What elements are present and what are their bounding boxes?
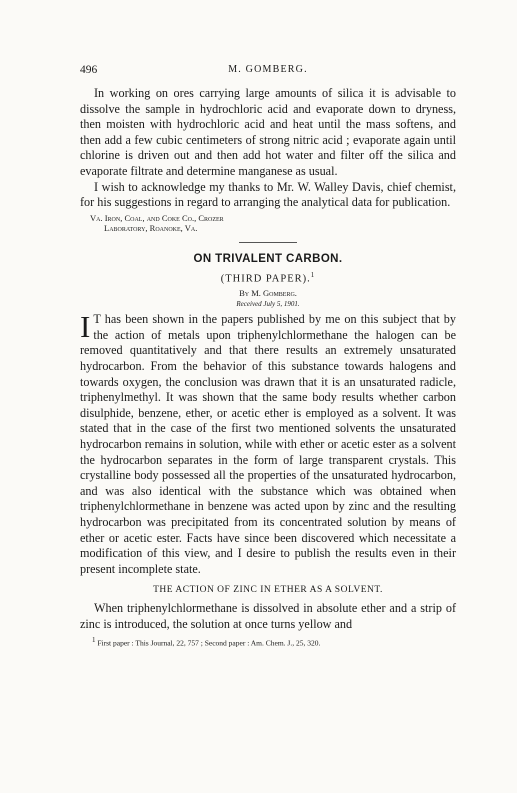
footnote [80,636,456,648]
affiliation [90,213,456,234]
article-subtitle [80,271,456,285]
paragraph-silica: In working on ores carrying large amounts of silica it is advisable to dissolve the sample in hydrochloric acid and evaporate down to dryness, then moisten with hydrochloric acid and heat until the mass softens, and then add a few cubic centimeters of strong nitric acid ; evaporate again until chlorine is driven out and then add hot water and filter off the silica and evaporate filtrate and determine manganese as usual. [80,86,456,178]
author-byline: By M. Gomberg. [239,288,297,299]
footnote-ref: 1 [310,270,316,279]
section-heading: THE ACTION OF ZINC IN ETHER AS A SOLVENT. [153,585,383,596]
received-date: Received July 5, 1901. [236,300,300,309]
article-title: ON TRIVALENT CARBON. [193,252,343,265]
drop-cap: I [80,309,91,345]
subtitle-text: (THIRD PAPER). [220,273,311,285]
section-divider [239,242,297,243]
paragraph-acknowledgment: I wish to acknowledge my thanks to Mr. W. Walley Davis, chief chemist, for his suggestions in regard to arranging the analytical data for publication. [80,179,456,210]
paragraph-intro [80,309,456,577]
footnote-text: First paper : This Journal, 22, 757 ; Second paper : Am. Chem. J., 25, 320. [97,638,321,648]
page-number: 496 [80,64,98,76]
affiliation-line-1: Va. Iron, Coal, and Coke Co., Crozer [90,212,224,223]
running-head [80,64,456,86]
paragraph-zinc-ether: When triphenylchlormethane is dissolved in absolute ether and a strip of zinc is introduced, the solution at once turns yellow and [80,601,456,631]
paragraph-intro-text: T has been shown in the papers published by me on this subject that by the action of metals upon triphenylchlormethane the halogen can be removed quantitatively and that there results an extremely unsaturated hydrocarbon. From the behavior of this substance towards halogens and towards oxygen, the conclusion was drawn that it is an unsaturated radicle, triphenylmethyl. It was shown that the same body results whether carbon disulphide, benzene, ether, or acetic ether is employed as a solvent. It was stated that in the case of the first two mentioned solvents the unsaturated hydrocarbon remains in solution, while with ether or acetic ester as a solvent the hydrocarbon separates in the form of large transparent crystals. This crystalline body possessed all the properties of the unsaturated hydrocarbon, and was also identical with the substance which was obtained when triphenylchlormethane in benzene was acted upon by zinc and the resulting hydrocarbon was precipitated from its concentrated solution by means of ether or acetic ester. Facts have since been discovered which necessitate a modification of this view, and I desire to publish the results even in their present incomplete state. [80,312,456,576]
footnote-marker: 1 [92,635,96,644]
running-title: M. GOMBERG. [228,64,308,75]
affiliation-line-2: Laboratory, Roanoke, Va. [104,223,198,234]
page [80,64,456,647]
